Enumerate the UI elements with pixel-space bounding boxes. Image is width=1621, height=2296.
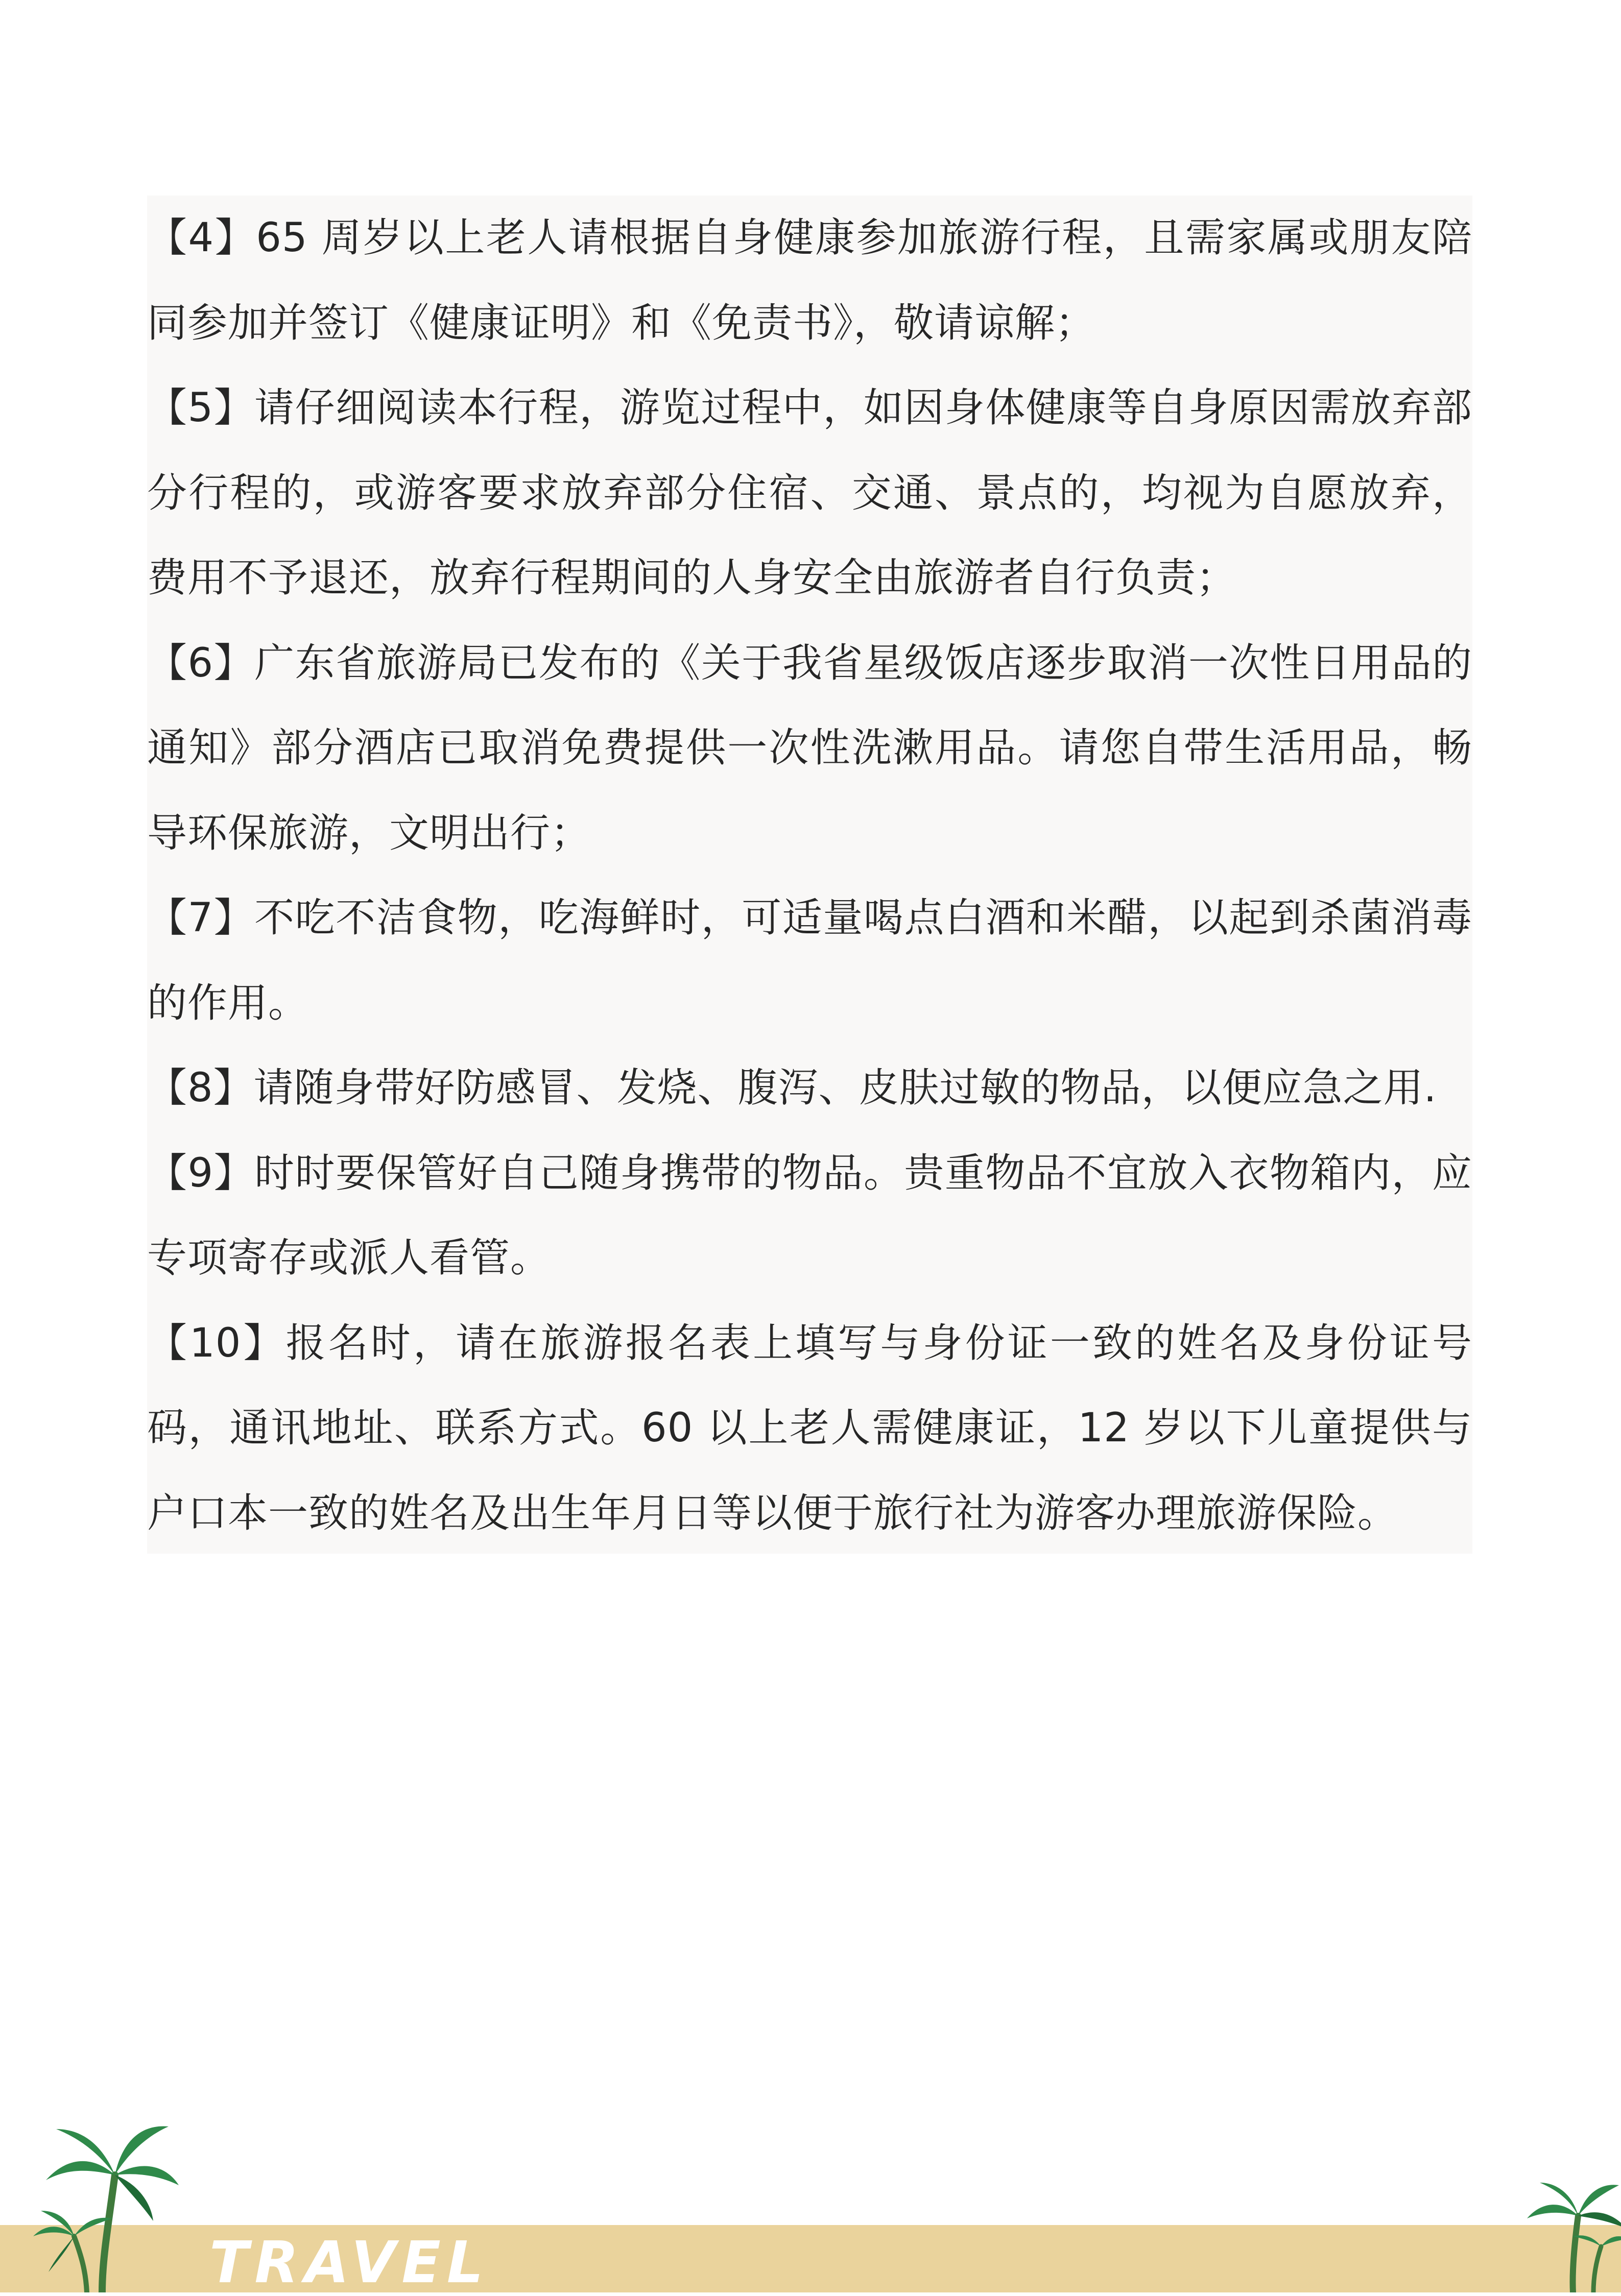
footer-travel-text: TRAVEL xyxy=(209,2230,490,2296)
note-4: 【4】65 周岁以上老人请根据自身健康参加旅游行程，且需家属或朋友陪同参加并签订《健康证明》和《免责书》，敬请谅解； xyxy=(147,215,1472,346)
note-6: 【6】广东省旅游局已发布的《关于我省星级饭店逐步取消一次性日用品的通知》部分酒店已取消免费提供一次性洗漱用品。请您自带生活用品，畅导环保旅游，文明出行； xyxy=(147,640,1472,856)
note-8: 【8】请随身带好防感冒、发烧、腹泻、皮肤过敏的物品，以便应急之用. xyxy=(147,1065,1437,1111)
palm-tree-icon xyxy=(26,2109,189,2292)
note-5: 【5】请仔细阅读本行程，游览过程中，如因身体健康等自身原因需放弃部分行程的，或游客要求放弃部分住宿、交通、景点的，均视为自愿放弃，费用不予退还，放弃行程期间的人身安全由旅游者自行负责； xyxy=(147,385,1472,601)
note-9: 【9】时时要保管好自己随身携带的物品。贵重物品不宜放入衣物箱内，应专项寄存或派人看管。 xyxy=(147,1150,1472,1281)
note-7: 【7】不吃不洁食物，吃海鲜时，可适量喝点白酒和米醋，以起到杀菌消毒的作用。 xyxy=(147,895,1472,1026)
note-10: 【10】报名时，请在旅游报名表上填写与身份证一致的姓名及身份证号码，通讯地址、联系方式。60 以上老人需健康证，12 岁以下儿童提供与户口本一致的姓名及出生年月日等以便于旅行社为游客办理旅游保险。 xyxy=(147,1320,1472,1536)
palm-tree-icon xyxy=(1517,2170,1621,2292)
travel-notes-block xyxy=(147,196,1472,1554)
